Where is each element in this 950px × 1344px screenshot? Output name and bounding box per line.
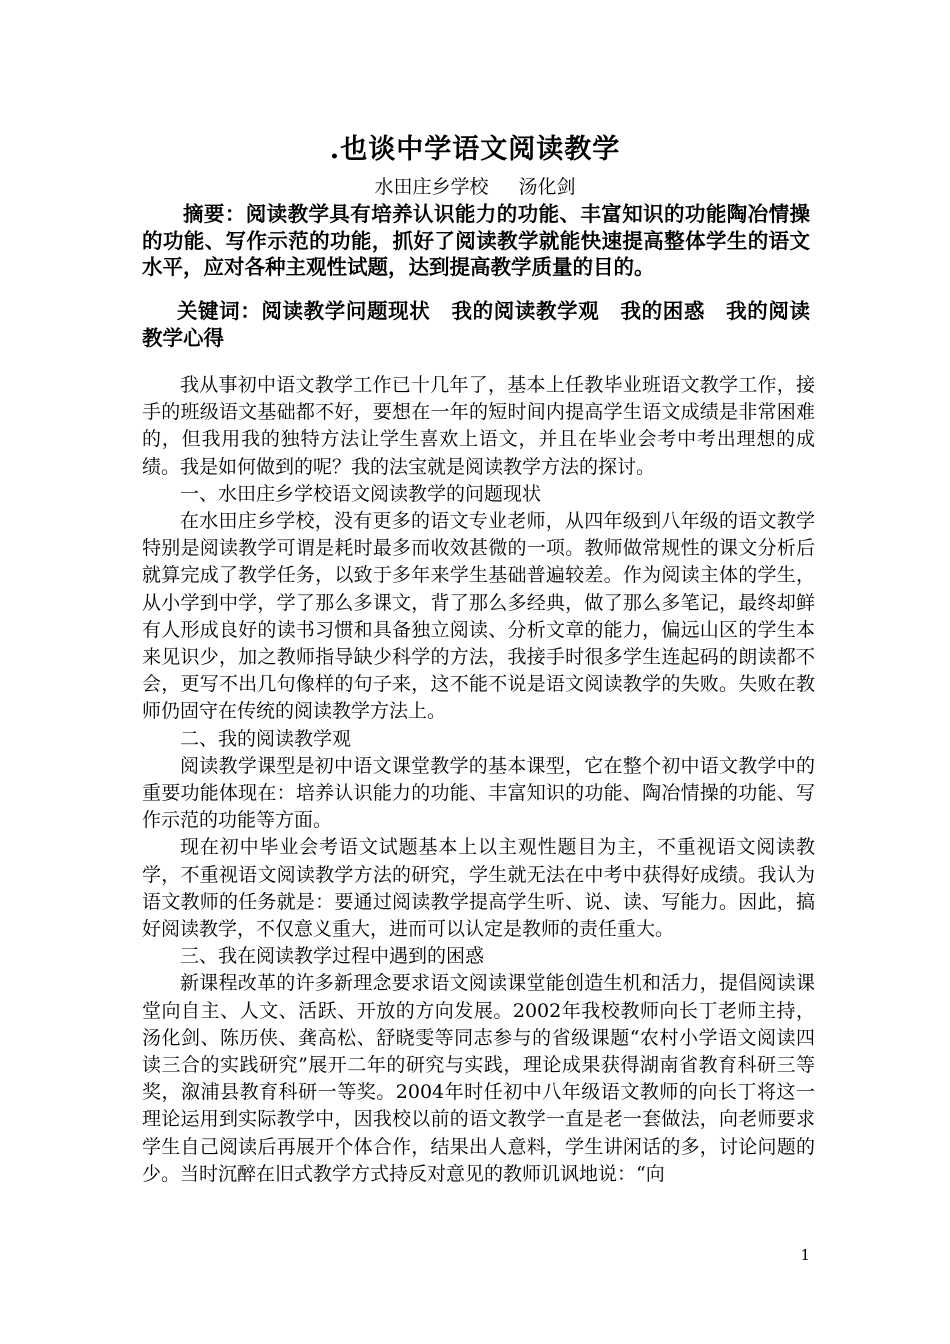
author-school: 水田庄乡学校 <box>374 176 489 198</box>
section-heading-3: 三、我在阅读教学过程中遇到的困惑 <box>180 945 485 968</box>
paragraph: 在水田庄乡学校，没有更多的语文专业老师，从四年级到八年级的语文教学特别是阅读教学可谓是耗时最多而收效甚微的一项。教师做常规性的课文分析后就算完成了教学任务，以致于多年来学生基础普遍较差。作为阅读主体的学生，从小学到中学，学了那么多课文，背了那么多经典，做了那么多笔记，最终却鲜有人形成良好的读书习惯和具备独立阅读、分析文章的能力，偏远山区的学生本来见识少，加之教师指导缺少科学的方法，我接手时很多学生连起码的朗读都不会，更写不出几句像样的句子来，这不能不说是语文阅读教学的失败。失败在教师仍固守在传统的阅读教学方法上。 <box>142 510 815 723</box>
author-name: 汤化剑 <box>518 176 576 198</box>
paragraph-intro: 我从事初中语文教学工作已十几年了，基本上任教毕业班语文教学工作，接手的班级语文基础都不好，要想在一年的短时间内提高学生语文成绩是非常困难的，但我用我的独特方法让学生喜欢上语文，并且在毕业会考中考出理想的成绩。我是如何做到的呢？我的法宝就是阅读教学方法的探讨。 <box>142 374 815 478</box>
author-line <box>0 175 950 199</box>
section-heading-1: 一、水田庄乡学校语文阅读教学的问题现状 <box>180 482 542 505</box>
paragraph: 阅读教学课型是初中语文课堂教学的基本课型，它在整个初中语文教学中的重要功能体现在：培养认识能力的功能、丰富知识的功能、陶冶情操的功能、写作示范的功能等方面。 <box>142 754 815 832</box>
page-number: 1 <box>800 1246 810 1264</box>
paragraph: 新课程改革的许多新理念要求语文阅读课堂能创造生机和活力，提倡阅读课堂向自主、人文、活跃、开放的方向发展。2002年我校教师向长丁老师主持，汤化剑、陈历侠、龚高松、舒晓雯等同志参与的省级课题“农村小学语文阅读四读三合的实践研究”展开二年的研究与实践，理论成果获得湖南省教育科研三等奖，溆浦县教育科研一等奖。2004年时任初中八年级语文教师的向长丁将这一理论运用到实际教学中，因我校以前的语文教学一直是老一套做法，向老师要求学生自己阅读后再展开个体合作，结果出人意料，学生讲闲话的多，讨论问题的少。当时沉醉在旧式教学方式持反对意见的教师讥讽地说：“向 <box>142 972 815 1185</box>
body-text <box>142 372 815 1188</box>
abstract: 摘要：阅读教学具有培养认识能力的功能、丰富知识的功能陶冶情操的功能、写作示范的功能，抓好了阅读教学就能快速提高整体学生的语文水平，应对各种主观性试题，达到提高教学质量的目的。 <box>142 202 810 279</box>
section-heading-2: 二、我的阅读教学观 <box>180 727 352 750</box>
document-title: .也谈中学语文阅读教学 <box>329 134 621 165</box>
keywords: 关键词：阅读教学问题现状 我的阅读教学观 我的困惑 我的阅读教学心得 <box>142 299 810 350</box>
paragraph: 现在初中毕业会考语文试题基本上以主观性题目为主，不重视语文阅读教学，不重视语文阅读教学方法的研究，学生就无法在中考中获得好成绩。我认为语文教师的任务就是：要通过阅读教学提高学生听、说、读、写能力。因此，搞好阅读教学，不仅意义重大，进而可以认定是教师的责任重大。 <box>142 836 815 941</box>
